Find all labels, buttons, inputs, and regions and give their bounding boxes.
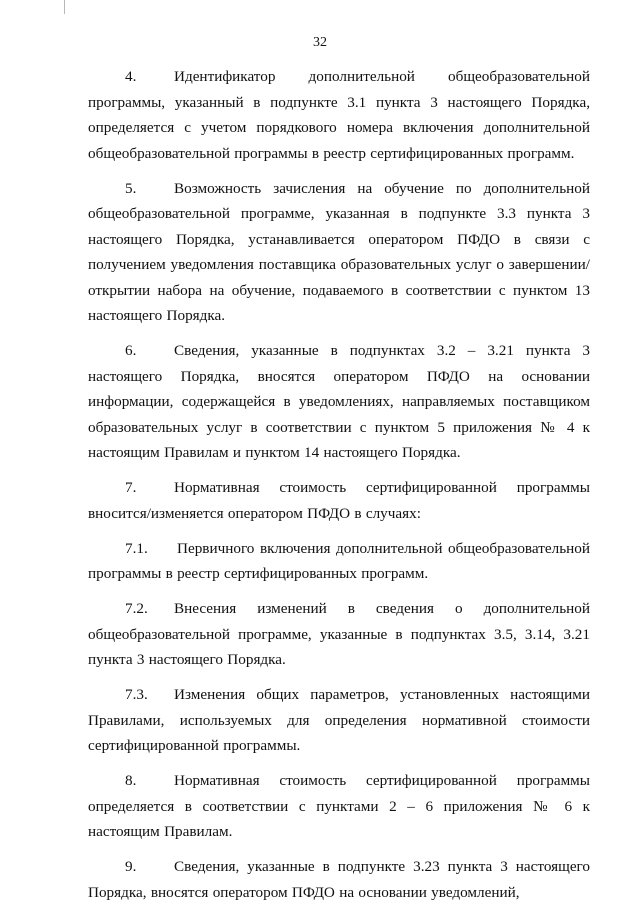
paragraph-9: [88, 854, 590, 905]
paragraph-text: Сведения, указанные в подпункте 3.23 пункта 3 настоящего Порядка, вносятся оператором ПФДО на основании уведомлений,: [88, 858, 590, 901]
scan-edge-mark: [64, 0, 65, 14]
paragraph-number: 7.3.: [125, 686, 148, 703]
paragraph-5: [88, 176, 590, 329]
paragraph-text: Идентификатор дополнительной общеобразовательной программы, указанный в подпункте 3.1 пункта 3 настоящего Порядка, определяется с учетом порядкового номера включения дополнительной общеобразовательной программы в реестр сертифицированных программ.: [88, 68, 590, 162]
paragraph-number: 4.: [125, 68, 137, 85]
paragraph-text: Изменения общих параметров, установленных настоящими Правилами, используемых для определения нормативной стоимости сертифицированной программы.: [88, 686, 590, 754]
paragraph-number: 7.: [125, 479, 137, 496]
paragraph-text: Нормативная стоимость сертифицированной программы определяется в соответствии с пунктами 2 – 6 приложения № 6 к настоящим Правилам.: [88, 772, 590, 840]
paragraph-number: 7.2.: [125, 600, 148, 617]
paragraph-7: [88, 475, 590, 526]
paragraph-6: [88, 338, 590, 466]
paragraph-7-2: [88, 596, 590, 673]
page-number: 32: [313, 35, 327, 50]
paragraph-number: 6.: [125, 342, 137, 359]
paragraph-number: 5.: [125, 179, 137, 197]
paragraph-4: [88, 64, 590, 166]
paragraph-text: Первичного включения дополнительной общеобразовательной программы в реестр сертифицированных программ.: [88, 539, 590, 582]
paragraph-text: Нормативная стоимость сертифицированной программы вносится/изменяется оператором ПФДО в случаях:: [88, 479, 590, 522]
paragraph-8: [88, 768, 590, 845]
paragraph-number: 8.: [125, 772, 137, 789]
paragraph-text: Сведения, указанные в подпунктах 3.2 – 3.21 пункта 3 настоящего Порядка, вносятся оператором ПФДО на основании информации, содержащейся в уведомлениях, направляемых поставщиком образовательных услуг в соответствии с пунктом 5 приложения № 4 к настоящим Правилам и пунктом 14 настоящего Порядка.: [88, 342, 590, 461]
document-body: [88, 64, 590, 915]
paragraph-number: 7.1.: [125, 539, 148, 557]
paragraph-7-1: [88, 536, 590, 587]
paragraph-number: 9.: [125, 858, 137, 875]
paragraph-7-3: [88, 682, 590, 759]
paragraph-text: Возможность зачисления на обучение по дополнительной общеобразовательной программе, указанная в подпункте 3.3 пункта 3 настоящего Порядка, устанавливается оператором ПФДО в связи с получением уведомления поставщика образовательных услуг о завершении/открытии набора на обучение, подаваемого в соответствии с пунктом 13 настоящего Порядка.: [88, 179, 590, 324]
paragraph-text: Внесения изменений в сведения о дополнительной общеобразовательной программе, указанные в подпунктах 3.5, 3.14, 3.21 пункта 3 настоящего Порядка.: [88, 600, 590, 668]
